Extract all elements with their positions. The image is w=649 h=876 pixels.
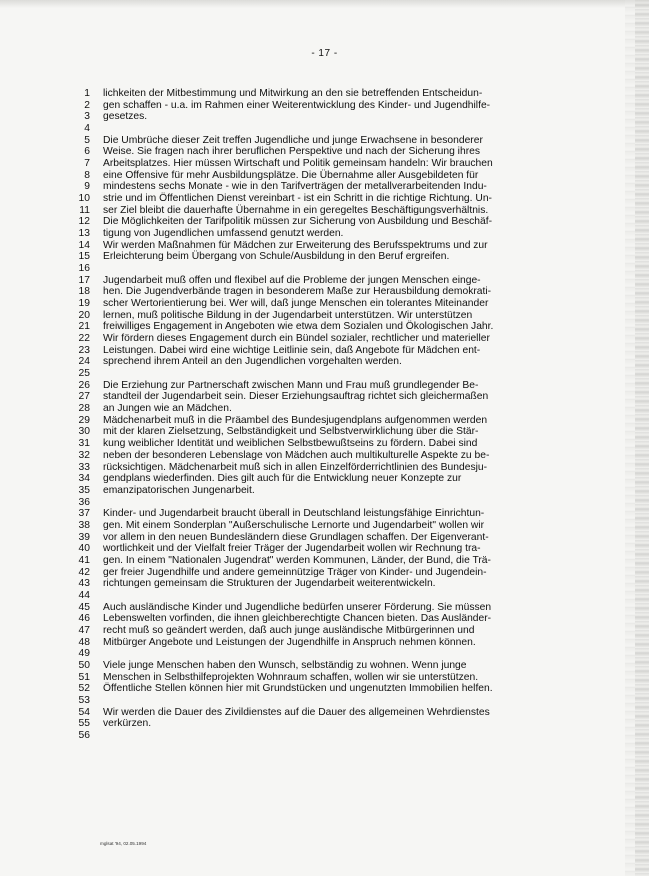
- text-line: [0, 321, 649, 333]
- line-number: 36: [78, 496, 90, 508]
- line-text: strie und im Öffentlichen Dienst vereinbart - ist ein Schritt in die richtige Richtung. Un-: [103, 193, 492, 205]
- line-number: 31: [78, 438, 90, 450]
- line-text: mit der klaren Zielsetzung, Selbständigkeit und Selbstverwirklichung über die Stär-: [103, 426, 479, 438]
- line-number: 26: [78, 379, 90, 391]
- text-line: [0, 240, 649, 252]
- line-number: 11: [79, 204, 90, 216]
- line-text: Erleichterung beim Übergang von Schule/Ausbildung in den Beruf ergreifen.: [103, 251, 450, 263]
- line-number: 16: [78, 263, 90, 275]
- text-line: [0, 590, 649, 602]
- line-text: Wir werden Maßnahmen für Mädchen zur Erweiterung des Berufsspektrums und zur: [103, 239, 488, 251]
- text-line: [0, 216, 649, 228]
- text-line: [0, 730, 649, 742]
- line-text: Die Umbrüche dieser Zeit treffen Jugendliche und junge Erwachsene in besonderer: [103, 134, 483, 146]
- text-line: [0, 158, 649, 170]
- line-text: scher Wertorientierung bei. Wer will, daß junge Menschen ein tolerantes Miteinander: [103, 298, 489, 310]
- text-line: [0, 403, 649, 415]
- line-text: standteil der Jugendarbeit sein. Dieser Erziehungsauftrag richtet sich gleichermaßen: [103, 391, 489, 403]
- line-number: 25: [78, 368, 90, 380]
- text-line: [0, 695, 649, 707]
- line-number: 8: [84, 169, 90, 181]
- text-line: [0, 567, 649, 579]
- text-line: [0, 170, 649, 182]
- text-line: [0, 111, 649, 123]
- text-line: [0, 345, 649, 357]
- text-line: [0, 672, 649, 684]
- footer-reference: mglsat '94, 02.05.1994: [100, 841, 147, 846]
- line-text: neben der besonderen Lebenslage von Mädchen auch multikulturelle Aspekte zu be-: [103, 449, 490, 461]
- text-line: [0, 660, 649, 672]
- line-number: 51: [78, 671, 90, 683]
- line-text: freiwilliges Engagement in Angeboten wie etwa dem Sozialen und Ökologischen Jahr.: [103, 321, 494, 333]
- line-text: Die Möglichkeiten der Tarifpolitik müssen zur Sicherung von Ausbildung und Beschäf-: [103, 216, 493, 228]
- text-line: [0, 251, 649, 263]
- line-text: ger freier Jugendhilfe und andere gemeinnützige Träger von Kinder- und Jugendein-: [103, 566, 487, 578]
- text-line: [0, 426, 649, 438]
- line-number: 38: [78, 519, 90, 531]
- text-line: [0, 578, 649, 590]
- line-text: recht muß so geändert werden, daß auch junge ausländische Mitbürgerinnen und: [103, 624, 475, 636]
- line-text: ser Ziel bleibt die dauerhafte Übernahme in ein geregeltes Beschäftigungsverhältnis.: [103, 204, 489, 216]
- line-text: rücksichtigen. Mädchenarbeit muß sich in allen Einzelförderrichtlinien des Bundesju-: [103, 461, 488, 473]
- line-number: 40: [78, 543, 90, 555]
- line-text: Kinder- und Jugendarbeit braucht überall in Deutschland leistungsfähige Einrichtun-: [103, 508, 485, 520]
- line-number: 46: [78, 613, 90, 625]
- line-number: 24: [78, 356, 90, 368]
- text-line: [0, 228, 649, 240]
- line-number: 54: [78, 706, 90, 718]
- line-number: 4: [84, 123, 90, 135]
- line-text: Öffentliche Stellen können hier mit Grundstücken und ungenutzten Immobilien helfen.: [103, 683, 493, 695]
- text-line: [0, 602, 649, 614]
- line-text: lernen, muß politische Bildung in der Jugendarbeit unterstützen. Wir unterstützen: [103, 309, 473, 321]
- line-text: Wir fördern dieses Engagement durch ein Bündel sozialer, rechtlicher und materieller: [103, 333, 490, 345]
- line-number: 17: [78, 274, 90, 286]
- text-line: [0, 520, 649, 532]
- line-number: 45: [78, 601, 90, 613]
- text-line: [0, 333, 649, 345]
- text-line: [0, 88, 649, 100]
- line-text: Wir werden die Dauer des Zivildienstes auf die Dauer des allgemeinen Wehrdienstes: [103, 706, 490, 718]
- line-number: 20: [78, 309, 90, 321]
- line-text: emanzipatorischen Jungenarbeit.: [103, 484, 255, 496]
- line-text: Die Erziehung zur Partnerschaft zwischen Mann und Frau muß grundlegender Be-: [103, 379, 479, 391]
- text-line: [0, 391, 649, 403]
- line-text: Mitbürger Angebote und Leistungen der Jugendhilfe in Anspruch nehmen können.: [103, 636, 476, 648]
- text-line: [0, 368, 649, 380]
- text-line: [0, 438, 649, 450]
- line-number: 12: [78, 216, 90, 228]
- page-number: - 17 -: [311, 48, 338, 59]
- line-text: Mädchenarbeit muß in die Präambel des Bundesjugendplans aufgenommen werden: [103, 414, 488, 426]
- line-text: Arbeitsplatzes. Hier müssen Wirtschaft und Politik gemeinsam handeln: Wir brauchen: [103, 158, 493, 170]
- line-text: vor allem in den neuen Bundesländern diese Grundlagen schaffen. Der Eigenverant-: [103, 531, 489, 543]
- line-number: 56: [78, 729, 90, 741]
- text-line: [0, 648, 649, 660]
- text-line: [0, 135, 649, 147]
- line-text: eine Offensive für mehr Ausbildungsplätze. Die Übernahme aller Ausgebildeten für: [103, 169, 479, 181]
- text-line: [0, 193, 649, 205]
- line-text: Jugendarbeit muß offen und flexibel auf die Probleme der jungen Menschen einge-: [103, 274, 481, 286]
- text-line: [0, 380, 649, 392]
- line-number: 9: [84, 181, 90, 193]
- line-number: 37: [78, 508, 90, 520]
- line-number: 47: [78, 624, 90, 636]
- line-number: 43: [78, 578, 90, 590]
- text-line: [0, 637, 649, 649]
- line-number: 49: [78, 648, 90, 660]
- line-number: 48: [78, 636, 90, 648]
- line-number: 41: [78, 554, 90, 566]
- line-text: Weise. Sie fragen nach ihrer beruflichen Perspektive und nach der Sicherung ihres: [103, 146, 481, 158]
- text-line: [0, 415, 649, 427]
- line-number: 28: [78, 403, 90, 415]
- line-number: 3: [84, 111, 90, 123]
- line-text: wortlichkeit und der Vielfalt freier Träger der Jugendarbeit wollen wir Rechnung tra-: [103, 543, 481, 555]
- line-number: 32: [78, 449, 90, 461]
- line-number: 33: [78, 461, 90, 473]
- text-line: [0, 100, 649, 112]
- text-line: [0, 543, 649, 555]
- line-text: Auch ausländische Kinder und Jugendliche bedürfen unserer Förderung. Sie müssen: [103, 601, 492, 613]
- line-number: 35: [78, 484, 90, 496]
- line-number: 42: [78, 566, 90, 578]
- text-line: [0, 205, 649, 217]
- line-number: 21: [78, 321, 90, 333]
- line-number: 10: [78, 193, 90, 205]
- text-line: [0, 473, 649, 485]
- line-number: 13: [78, 228, 90, 240]
- line-number: 5: [84, 134, 90, 146]
- line-text: mindestens sechs Monate - wie in den Tarifverträgen der metallverarbeitenden Indu-: [103, 181, 487, 193]
- text-line: [0, 485, 649, 497]
- line-number: 18: [78, 286, 90, 298]
- line-number: 27: [78, 391, 90, 403]
- line-number: 39: [78, 531, 90, 543]
- text-line: [0, 181, 649, 193]
- line-text: hen. Die Jugendverbände tragen in besonderem Maße zur Herausbildung demokrati-: [103, 286, 492, 298]
- text-line: [0, 298, 649, 310]
- line-text: sprechend ihrem Anteil an den Jugendlichen vorgehalten werden.: [103, 356, 402, 368]
- line-text: gen. In einem "Nationalen Jugendrat" werden Kommunen, Länder, der Bund, die Trä-: [103, 554, 491, 566]
- line-number: 19: [78, 298, 90, 310]
- text-line: [0, 625, 649, 637]
- text-line: [0, 275, 649, 287]
- text-line: [0, 718, 649, 730]
- line-text: gendplans wiederfinden. Dies gilt auch für die Entwicklung neuer Konzepte zur: [103, 473, 462, 485]
- line-number: 50: [78, 659, 90, 671]
- text-line: [0, 310, 649, 322]
- line-number: 34: [78, 473, 90, 485]
- line-number: 44: [78, 589, 90, 601]
- text-line: [0, 707, 649, 719]
- line-number: 7: [84, 158, 90, 170]
- line-number: 29: [78, 414, 90, 426]
- line-number: 53: [78, 694, 90, 706]
- line-number: 14: [78, 239, 90, 251]
- line-number: 23: [78, 344, 90, 356]
- text-line: [0, 555, 649, 567]
- line-text: kung weiblicher Identität und weiblichen Selbstbewußtseins zu fördern. Dabei sind: [103, 438, 478, 450]
- line-text: tigung von Jugendlichen umfassend genutzt werden.: [103, 228, 344, 240]
- line-text: Viele junge Menschen haben den Wunsch, selbständig zu wohnen. Wenn junge: [103, 659, 467, 671]
- text-line: [0, 123, 649, 135]
- line-number: 55: [78, 718, 90, 730]
- text-line: [0, 613, 649, 625]
- line-number: 22: [78, 333, 90, 345]
- scan-top-edge: [0, 0, 649, 8]
- text-line: [0, 286, 649, 298]
- text-line: [0, 497, 649, 509]
- line-number: 30: [78, 426, 90, 438]
- text-line: [0, 462, 649, 474]
- line-text: Menschen in Selbsthilfeprojekten Wohnraum schaffen, wollen wir sie unterstützen.: [103, 671, 479, 683]
- numbered-text-body: [0, 88, 649, 742]
- text-line: [0, 263, 649, 275]
- text-line: [0, 532, 649, 544]
- line-text: gesetzes.: [103, 111, 148, 123]
- line-text: Leistungen. Dabei wird eine wichtige Leitlinie sein, daß Angebote für Mädchen ent-: [103, 344, 481, 356]
- line-text: Lebenswelten vorfinden, die ihnen gleichberechtigte Chancen bieten. Das Ausländer-: [103, 613, 492, 625]
- line-text: lichkeiten der Mitbestimmung und Mitwirkung an den sie betreffenden Entscheidun-: [103, 88, 483, 99]
- text-line: [0, 683, 649, 695]
- text-line: [0, 356, 649, 368]
- line-number: 1: [84, 88, 90, 99]
- text-line: [0, 146, 649, 158]
- line-number: 15: [78, 251, 90, 263]
- line-text: richtungen gemeinsam die Strukturen der Jugendarbeit weiterentwickeln.: [103, 578, 436, 590]
- line-number: 2: [84, 99, 90, 111]
- line-text: gen. Mit einem Sonderplan "Außerschulische Lernorte und Jugendarbeit" wollen wir: [103, 519, 485, 531]
- line-text: gen schaffen - u.a. im Rahmen einer Weiterentwicklung des Kinder- und Jugendhilfe-: [103, 99, 491, 111]
- line-text: an Jungen wie an Mädchen.: [103, 403, 232, 415]
- text-line: [0, 508, 649, 520]
- line-text: verkürzen.: [103, 718, 152, 730]
- text-line: [0, 450, 649, 462]
- line-number: 6: [84, 146, 90, 158]
- line-number: 52: [78, 683, 90, 695]
